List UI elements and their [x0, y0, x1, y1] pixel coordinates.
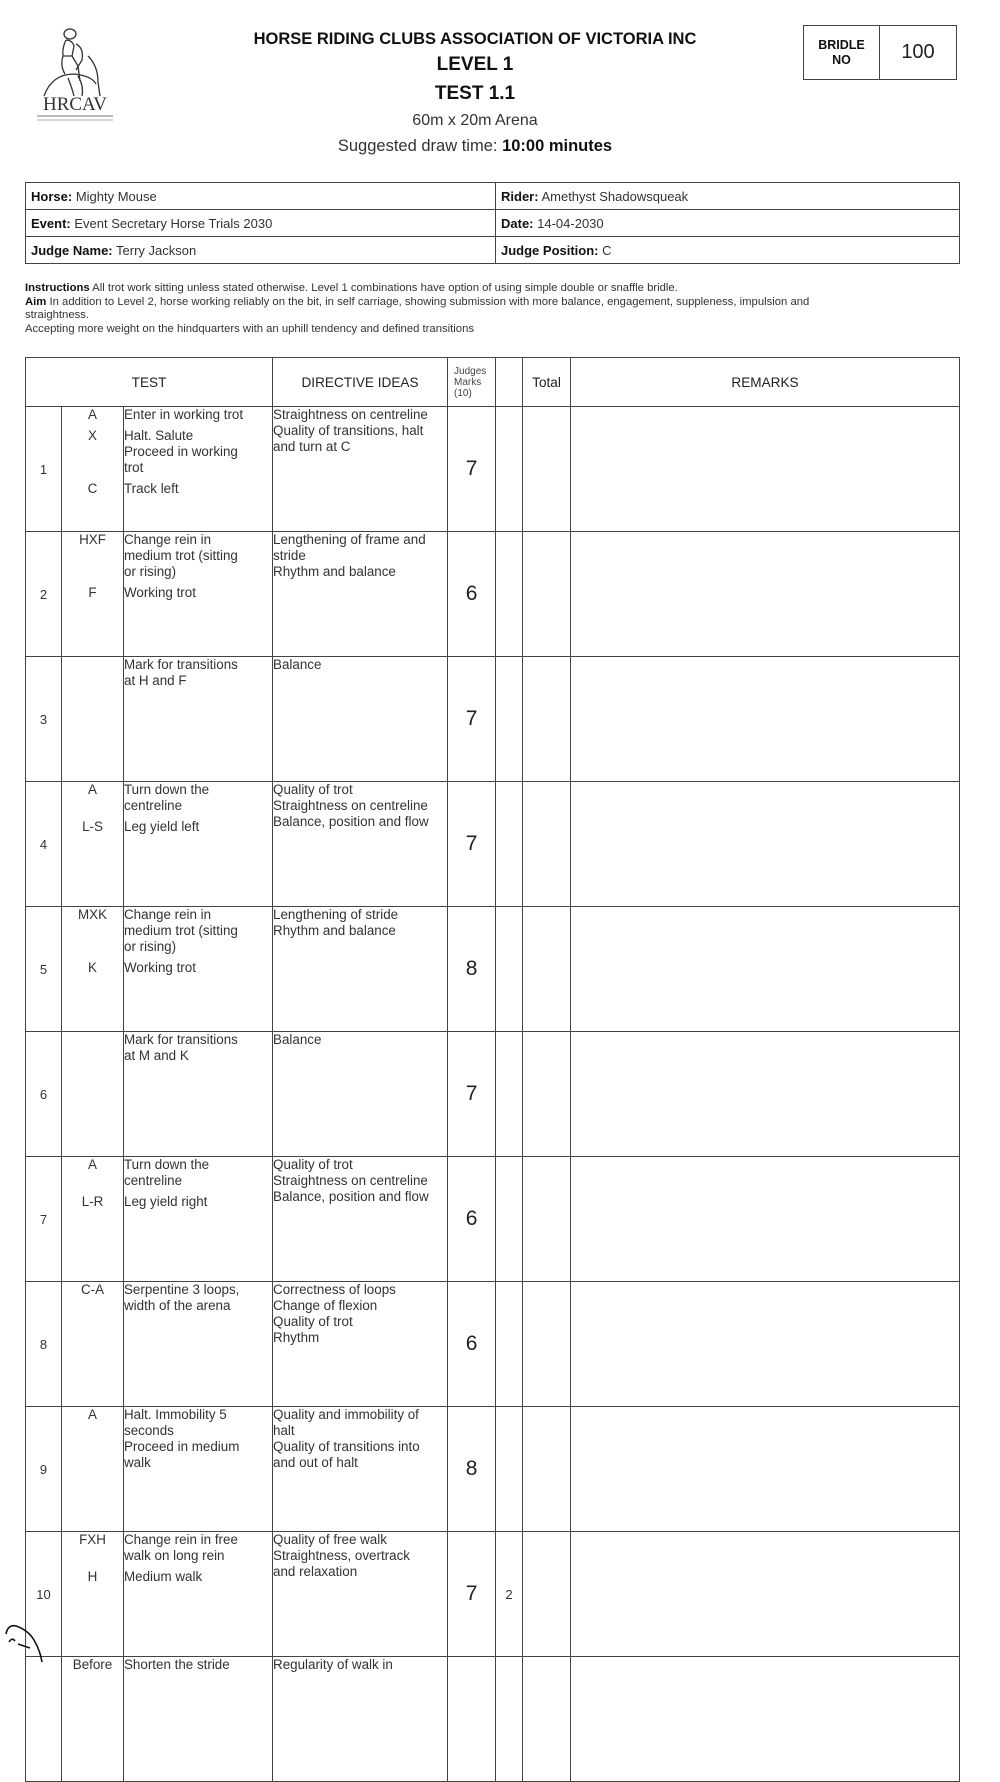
arena-marker: A [88, 1407, 97, 1422]
remarks-cell[interactable] [571, 532, 960, 657]
movement-description [124, 782, 273, 907]
movement-markers [62, 1032, 124, 1157]
movement-number: 8 [26, 1282, 62, 1407]
movement-description [124, 657, 273, 782]
organisation-title: HORSE RIDING CLUBS ASSOCIATION OF VICTORIA INC [253, 30, 697, 48]
remarks-cell[interactable] [571, 1032, 960, 1157]
table-row [26, 1532, 960, 1657]
scoring-table [25, 357, 960, 1782]
coefficient [496, 1407, 523, 1532]
movement-text: Serpentine 3 loops, width of the arena [124, 1282, 240, 1313]
judges-mark[interactable]: 7 [448, 782, 496, 907]
bridle-label: BRIDLE NO [804, 26, 880, 79]
movement-text: Turn down the centreline [124, 782, 210, 813]
arena-marker: HXF [79, 532, 106, 547]
coefficient [496, 657, 523, 782]
judges-mark[interactable]: 6 [448, 532, 496, 657]
header-directive-ideas: DIRECTIVE IDEAS [273, 358, 448, 407]
arena-marker: A [88, 407, 97, 422]
movement-text: Change rein in free walk on long rein [124, 1532, 238, 1563]
coefficient [496, 1032, 523, 1157]
total-cell[interactable] [523, 1657, 571, 1782]
movement-text: Mark for transitions at M and K [124, 1032, 238, 1063]
directive-ideas: Correctness of loops Change of flexion Quality of trot Rhythm [273, 1282, 448, 1407]
movement-markers [62, 1657, 124, 1782]
judges-mark[interactable]: 6 [448, 1282, 496, 1407]
rider-field: Rider: Amethyst Shadowsqueak [496, 183, 960, 210]
directive-ideas: Quality of free walk Straightness, overtrack and relaxation [273, 1532, 448, 1657]
movement-number: 2 [26, 532, 62, 657]
total-cell[interactable] [523, 1157, 571, 1282]
arena-marker: F [88, 585, 97, 600]
draw-time-value: 10:00 minutes [502, 137, 613, 155]
judges-mark[interactable]: 7 [448, 1032, 496, 1157]
coefficient [496, 532, 523, 657]
table-row [26, 407, 960, 532]
arena-marker: A [88, 782, 97, 797]
directive-ideas: Regularity of walk in [273, 1657, 448, 1782]
movement-description [124, 1282, 273, 1407]
total-cell[interactable] [523, 782, 571, 907]
arena-marker: C [87, 481, 98, 496]
movement-description [124, 1407, 273, 1532]
movement-number: 10 [26, 1532, 62, 1657]
total-cell[interactable] [523, 407, 571, 532]
judges-mark[interactable]: 7 [448, 407, 496, 532]
table-row [26, 782, 960, 907]
movement-number: 5 [26, 907, 62, 1032]
movement-number: 9 [26, 1407, 62, 1532]
movement-number: 6 [26, 1032, 62, 1157]
total-cell[interactable] [523, 532, 571, 657]
table-row [26, 1032, 960, 1157]
movement-markers [62, 1532, 124, 1657]
judge-position-field: Judge Position: C [496, 237, 960, 264]
table-row [26, 657, 960, 782]
movement-markers [62, 407, 124, 532]
judges-mark[interactable]: 8 [448, 1407, 496, 1532]
aim-line: Aim In addition to Level 2, horse working reliably on the bit, in self carriage, showing submission with more balance, engagement, suppleness, impulsion and straightness. [25, 295, 810, 321]
remarks-cell[interactable] [571, 657, 960, 782]
header-remarks: REMARKS [571, 358, 960, 407]
header-judges-marks: Judges Marks (10) [448, 358, 496, 407]
directive-ideas: Lengthening of stride Rhythm and balance [273, 907, 448, 1032]
movement-number: 3 [26, 657, 62, 782]
remarks-cell[interactable] [571, 1532, 960, 1657]
judges-mark[interactable] [448, 1657, 496, 1782]
movement-text: Change rein in medium trot (sitting or rising) [124, 907, 238, 954]
movement-description [124, 1157, 273, 1282]
remarks-cell[interactable] [571, 407, 960, 532]
movement-description [124, 907, 273, 1032]
movement-description [124, 1532, 273, 1657]
movement-text: Halt. Immobility 5 seconds Proceed in medium walk [124, 1407, 240, 1470]
movement-text: Leg yield left [124, 819, 200, 834]
table-row [26, 1657, 960, 1782]
level-title: LEVEL 1 [436, 54, 514, 75]
handwritten-scribble [0, 1620, 50, 1667]
movement-text: Mark for transitions at H and F [124, 657, 238, 688]
coefficient [496, 1657, 523, 1782]
coefficient [496, 782, 523, 907]
arena-marker: FXH [79, 1532, 106, 1547]
directive-ideas: Quality and immobility of halt Quality of transitions into and out of halt [273, 1407, 448, 1532]
arena-size: 60m x 20m Arena [412, 112, 538, 129]
movement-markers [62, 532, 124, 657]
arena-marker: A [88, 1157, 97, 1172]
header-total: Total [523, 358, 571, 407]
movement-number: 1 [26, 407, 62, 532]
movement-description [124, 1657, 273, 1782]
total-cell[interactable] [523, 1282, 571, 1407]
table-header-row [26, 358, 960, 407]
movement-markers [62, 1157, 124, 1282]
table-row [26, 532, 960, 657]
arena-marker: MXK [77, 907, 108, 922]
table-row [26, 1282, 960, 1407]
coefficient [496, 1157, 523, 1282]
bridle-number-box [803, 25, 957, 80]
arena-marker [62, 1032, 123, 1064]
arena-marker: L-R [81, 1194, 104, 1209]
logo-text: HRCAV [42, 94, 108, 115]
bridle-number: 100 [901, 41, 935, 63]
draw-time-label: Suggested draw time: [337, 137, 498, 155]
movement-markers [62, 1282, 124, 1407]
judges-mark[interactable]: 6 [448, 1157, 496, 1282]
arena-marker: K [88, 960, 97, 975]
directive-ideas: Lengthening of frame and stride Rhythm and balance [273, 532, 448, 657]
instructions-line: Instructions All trot work sitting unless stated otherwise. Level 1 combinations have option of using simple double or snaffle bridle. [25, 282, 678, 294]
arena-marker [62, 657, 123, 689]
directive-ideas: Straightness on centreline Quality of transitions, halt and turn at C [273, 407, 448, 532]
total-cell[interactable] [523, 1532, 571, 1657]
horse-field: Horse: Mighty Mouse [26, 183, 496, 210]
movement-text: Medium walk [124, 1569, 203, 1584]
movement-description [124, 407, 273, 532]
total-cell[interactable] [523, 657, 571, 782]
draw-time [240, 137, 710, 156]
movement-text: Working trot [124, 960, 196, 975]
hrcav-logo [32, 26, 118, 126]
total-cell[interactable] [523, 1032, 571, 1157]
movement-description [124, 1032, 273, 1157]
movement-text: Shorten the stride [124, 1657, 230, 1672]
aim-line-2: Accepting more weight on the hindquarters with an uphill tendency and defined transitions [25, 322, 475, 335]
movement-description [124, 532, 273, 657]
movement-text: Working trot [124, 585, 196, 600]
judges-mark[interactable]: 7 [448, 1532, 496, 1657]
directive-ideas: Balance [273, 1032, 448, 1157]
arena-marker: H [87, 1569, 98, 1584]
coefficient [496, 1282, 523, 1407]
movement-markers [62, 907, 124, 1032]
arena-marker: X [88, 428, 97, 443]
remarks-cell[interactable] [571, 1282, 960, 1407]
remarks-cell[interactable] [571, 1657, 960, 1782]
coefficient: 2 [496, 1532, 523, 1657]
movement-number: 4 [26, 782, 62, 907]
test-title: TEST 1.1 [434, 83, 516, 104]
judge-name-field: Judge Name: Terry Jackson [26, 237, 496, 264]
coefficient [496, 907, 523, 1032]
movement-text: Turn down the centreline [124, 1157, 210, 1188]
instructions-block [25, 282, 875, 336]
movement-markers [62, 1407, 124, 1532]
arena-marker: Before [72, 1657, 113, 1672]
remarks-cell[interactable] [571, 1157, 960, 1282]
header-coefficient [496, 358, 523, 407]
directive-ideas: Quality of trot Straightness on centreline Balance, position and flow [273, 782, 448, 907]
competitor-info-table [25, 182, 960, 264]
table-row [26, 907, 960, 1032]
movement-text: Track left [124, 481, 179, 496]
movement-number [26, 1657, 62, 1782]
arena-marker: L-S [82, 819, 103, 834]
date-field: Date: 14-04-2030 [496, 210, 960, 237]
movement-markers [62, 782, 124, 907]
movement-text: Leg yield right [124, 1194, 208, 1209]
movement-text: Halt. Salute Proceed in working trot [124, 428, 238, 475]
remarks-cell[interactable] [571, 907, 960, 1032]
movement-text: Change rein in medium trot (sitting or rising) [124, 532, 238, 579]
directive-ideas: Balance [273, 657, 448, 782]
table-row [26, 1157, 960, 1282]
coefficient [496, 407, 523, 532]
total-cell[interactable] [523, 1407, 571, 1532]
remarks-cell[interactable] [571, 1407, 960, 1532]
directive-ideas: Quality of trot Straightness on centreline Balance, position and flow [273, 1157, 448, 1282]
total-cell[interactable] [523, 907, 571, 1032]
judges-mark[interactable]: 8 [448, 907, 496, 1032]
header-test: TEST [26, 358, 273, 407]
table-row [26, 1407, 960, 1532]
arena-marker: C-A [80, 1282, 105, 1297]
movement-text: Enter in working trot [124, 407, 244, 422]
judges-mark[interactable]: 7 [448, 657, 496, 782]
movement-number: 7 [26, 1157, 62, 1282]
movement-markers [62, 657, 124, 782]
remarks-cell[interactable] [571, 782, 960, 907]
event-field: Event: Event Secretary Horse Trials 2030 [26, 210, 496, 237]
